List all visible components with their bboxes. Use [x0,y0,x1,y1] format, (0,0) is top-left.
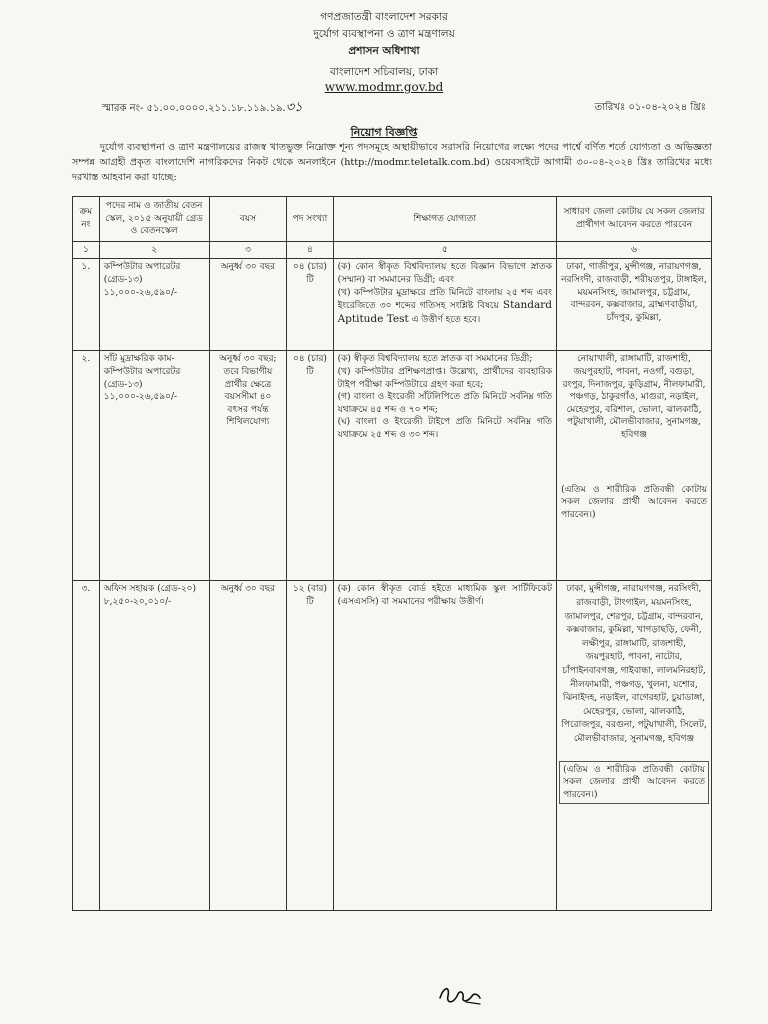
col-number: ৫ [333,241,557,259]
col-number: ৬ [557,241,712,259]
header-secretariat: বাংলাদেশ সচিবালয়, ঢাকা [329,66,439,78]
col-number: ৩ [209,241,287,259]
aptitude-test-name: Standard Aptitude Test [337,299,553,325]
row-qualification [333,259,557,351]
district-list: ঢাকা, মুন্সীগঞ্জ, নারায়ণগঞ্জ, নরসিংদী, রাজবাড়ী, টাংগাইল, ময়মনসিংহ, জামালপুর, শেরপুর, চট্টগ্রাম, বান্দরবান, কক্সবাজার, কুমিল্লা, খাগড়াছড়ি, ফেনী, লক্ষীপুর, রাঙ্গামাটি, রাজশাহী, জয়পুরহাট, পাবনা, নাটোর, চাঁপাইনবাবগঞ্জ, গাইবান্ধা, লালমনিরহাট, নীলফামারী, পঞ্চগড়, খুলনা, যশোর, ঝিনাইদহ, নড়াইল, বাগেরহাট, চুয়াডাঙ্গা, মেহেরপুর, ভোলা, ঝালকাঠি, পিরোজপুর, বরগুনা, পটুয়াখালী, সিলেট, মৌলভীবাজার, সুনামগঞ্জ, হবিগঞ্জ [561,584,707,744]
row-qualification [333,581,557,911]
row-count: ০৪ (চার) টি [287,259,333,351]
row-count: ১২ (বার) টি [287,581,333,911]
qualification-item: (খ) কম্পিউটার প্রশিক্ষণপ্রাপ্ত। উল্লেখ্য, প্রার্থীদের ব্যবহারিক টাইপ পরীক্ষা কম্পিউটারে গ্রহণ করা হবে; [337,366,553,390]
qualification-item: (ক) স্বীকৃত বিশ্ববিদ্যালয় হতে স্নাতক বা সমমানের ডিগ্রী; [337,354,533,365]
vacancy-table [72,196,712,911]
table-header-row [73,197,712,242]
header-wing: প্রশাসন অধিশাখা [348,45,420,57]
header-qualification: শিক্ষাগত যোগ্যতা [333,197,557,242]
quota-note: (এতিম ও শারীরিক প্রতিবন্ধী কোটায় সকল জেলার প্রার্থী আবেদন করতে পারবেন।) [561,484,707,520]
header-count: পদ সংখ্যা [287,197,333,242]
col-number: ৪ [287,241,333,259]
row-count: ০৪ (চার) টি [287,351,333,581]
row-serial: ১. [73,259,100,351]
row-age: অনুর্ধ্ব ৩০ বছর [209,581,287,911]
header-post: পদের নাম ও জাতীয় বেতন স্কেল, ২০১৫ অনুযায়ী গ্রেড ও বেতনস্কেল [99,197,209,242]
qualification-item: (ঘ) বাংলা ও ইংরেজী টাইপে প্রতি মিনিটে সর্বনিম্ন গতি যথাক্রমে ২৫ শব্দ ও ৩০ শব্দ। [337,417,553,440]
col-number: ২ [99,241,209,259]
header-serial: ক্রম নং [73,197,100,242]
col-number: ১ [73,241,100,259]
header-age: বয়স [209,197,287,242]
row-qualification [333,351,557,581]
signature-mark [436,982,484,1008]
row-age: অনুর্ধ্ব ৩০ বছর; তবে বিভাগীয় প্রার্থীর ক্ষেত্রে বয়সসীমা ৪০ বৎসর পর্যন্ত শিথিলযোগ্য [209,351,287,581]
row-serial: ৩. [73,581,100,911]
header-districts: সাধারণ জেলা কোটায় যে সকল জেলার প্রার্থীগণ আবেদন করতে পারবেন [557,197,712,242]
memo-date: তারিখঃ ০১-০৪-২০২৪ খ্রিঃ [594,102,706,113]
intro-paragraph: দুর্যোগ ব্যবস্থাপনা ও ত্রাণ মন্ত্রণালয়ের রাজস্ব খাতভুক্ত নিম্নোক্ত শূন্য পদসমূহে অস্থায়ীভাবে সরাসরি নিয়োগের লক্ষ্যে পদের পার্শ্বে বর্ণিত শর্তে যোগ্যতা ও অভিজ্ঞতা সম্পন্ন আগ্রহী প্রকৃত বাংলাদেশি নাগরিকদের নিকট থেকে অনলাইনে (http://modmr.teletalk.com.bd) ওয়েবসাইটে আগামী ৩০-০৪-২০২৪ খ্রিঃ তারিখের মধ্যে দরখাস্ত আহবান করা যাচ্ছে: [72,142,712,183]
row-post: অফিস সহায়ক (গ্রেড-২০) ৮,২৫০-২০,০১০/- [99,581,209,911]
memo-hand-number: ৩১ [285,100,303,115]
row-age: অনুর্ধ্ব ৩০ বছর [209,259,287,351]
row-districts: ঢাকা, গাজীপুর, মুন্সীগঞ্জ, নারায়ণগঞ্জ, নরসিংদী, রাজবাড়ী, শরীয়তপুর, টাঙ্গাইল, ময়মনসিংহ, জামালপুর, চট্টগ্রাম, বান্দরবন, কক্সবাজার, ব্রাহ্মণবাড়ীয়া, চাঁদপুর, কুমিল্লা, [557,259,712,351]
qualification-item: (গ) বাংলা ও ইংরেজী সাঁটলিপিতে প্রতি মিনিটে সর্বনিম্ন গতি যথাক্রমে ৪৫ শব্দ ও ৭০ শব্দ; [337,392,553,415]
memo-text: স্মারক নং- ৫১.০০.০০০০.২১১.১৮.১১৯.১৯. [102,103,286,114]
row-districts [557,581,712,911]
table-row [73,351,712,581]
table-row [73,259,712,351]
header-website[interactable]: www.modmr.gov.bd [324,80,444,94]
district-list: নোয়াখালী, রাঙ্গামাটি, রাজশাহী, জয়পুরহাট, পাবনা, নওগাঁ, বগুড়া, রংপুর, দিনাজপুর, কুড়িগ্রাম, নীলফামারী, পঞ্চগড়, ঠাকুরগাঁও, মাগুরা, নড়াইল, মেহেরপুর, বরিশাল, ভোলা, ঝালকাঠি, পটুয়াখালী, মৌলভীবাজার, সুনামগঞ্জ, হবিগঞ্জ [562,354,706,440]
table-row [73,581,712,911]
qualification-item: (ক) কোন স্বীকৃত বোর্ড হইতে মাধ্যমিক স্কুল সার্টিফিকেট (এসএসসি) বা সমমানের পরীক্ষায় উত্তীর্ণ। [337,584,553,607]
column-number-row [73,241,712,259]
quota-note: (এতিম ও শারীরিক প্রতিবন্ধী কোটায় সকল জেলার প্রার্থী আবেদন করতে পারবেন।) [559,761,709,805]
qualification-text: (খ) কম্পিউটার মুদ্রাক্ষরে প্রতি মিনিটে বাংলায় ২৫ শব্দ এবং ইংরেজিতে ৩০ শব্দের গতিসহ সংশ্লিষ্ট বিষয়ে [337,287,553,312]
qualification-item: (ক) কোন স্বীকৃত বিশ্ববিদ্যালয় হতে বিজ্ঞান বিভাগে স্নাতক (সম্মান) বা সমমানের ডিগ্রী; এবং [337,262,553,285]
memo-number [102,98,303,119]
row-serial: ২. [73,351,100,581]
qualification-item [338,287,553,327]
row-districts [557,351,712,581]
header-government: গণপ্রজাতন্ত্রী বাংলাদেশ সরকার [320,11,448,23]
qualification-text: এ উত্তীর্ণ হতে হবে। [411,314,481,325]
notice-title: নিয়োগ বিজ্ঞপ্তি [350,126,418,139]
header-ministry: দুর্যোগ ব্যবস্থাপনা ও ত্রাণ মন্ত্রণালয় [313,28,455,40]
row-post: কম্পিউটার অপারেটর (গ্রেড-১৩) ১১,০০০-২৬,৫৯০/- [99,259,209,351]
row-post: সাঁট মুদ্রাক্ষরিক কাম-কম্পিউটার অপারেটর (গ্রেড-১৩) ১১,০০০-২৬,৫৯০/- [99,351,209,581]
